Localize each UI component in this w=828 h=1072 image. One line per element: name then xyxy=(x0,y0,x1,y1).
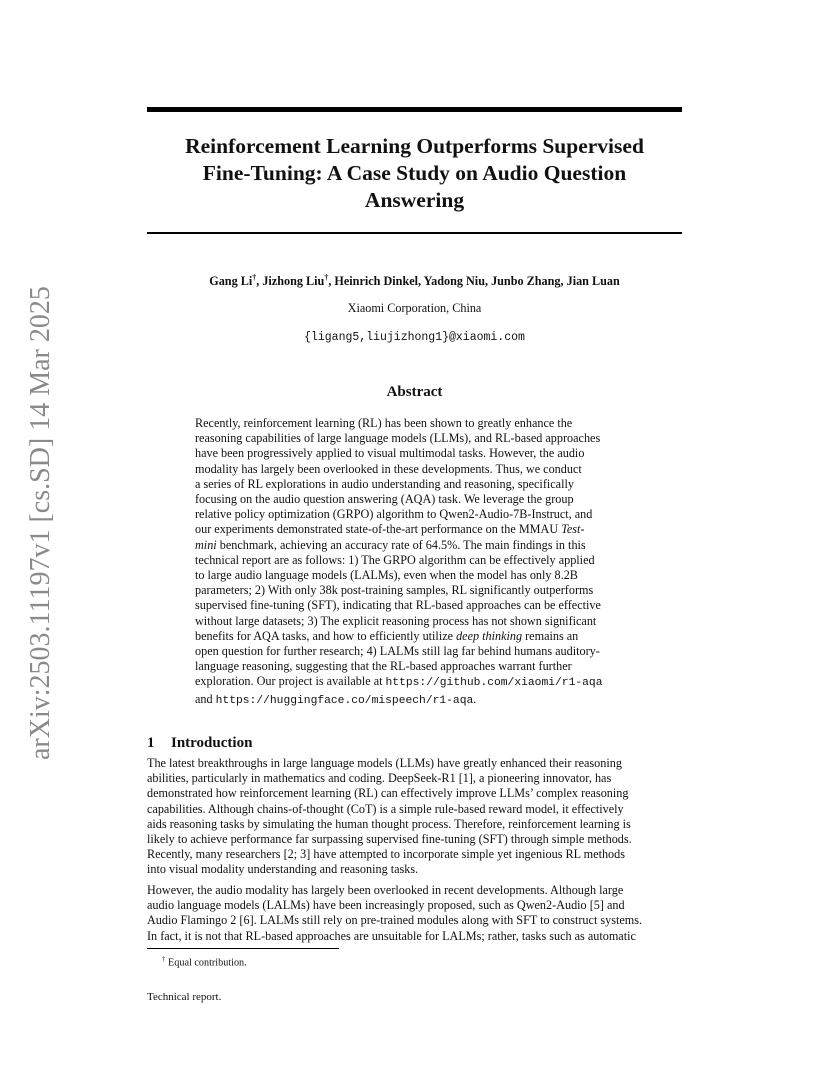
abstract-line: modality has largely been overlooked in these developments. Thus, we conduct xyxy=(195,461,582,476)
emphasis-text: Test- xyxy=(561,522,585,537)
footnote xyxy=(162,952,247,970)
abstract-text-run: our experiments demonstrated state-of-the-art performance on the MMAU xyxy=(195,522,562,537)
body-line: capabilities. Although chains-of-thought (CoT) is a simple rule-based reward model, it effectively xyxy=(147,801,624,816)
abstract-line: supervised fine-tuning (SFT), indicating that RL-based approaches can be effective xyxy=(195,598,601,613)
body-line: demonstrated how reinforcement learning (RL) can effectively improve LLMs’ complex reasoning xyxy=(147,786,629,801)
technical-report-note: Technical report. xyxy=(147,991,222,1003)
body-line: into visual modality understanding and reasoning tasks. xyxy=(147,862,419,877)
abstract-line xyxy=(195,629,635,644)
abstract-line xyxy=(195,674,635,691)
abstract-line: have been progressively applied to visual multimodal tasks. However, the audio xyxy=(195,446,585,461)
section-heading xyxy=(147,734,682,752)
author-list xyxy=(147,270,682,289)
emphasis-text: mini xyxy=(195,537,217,552)
abstract-line: parameters; 2) With only 38k post-training samples, RL significantly outperforms xyxy=(195,583,594,598)
abstract-text-run: . xyxy=(473,691,477,706)
title-bottom-rule xyxy=(147,232,682,234)
abstract-text-run: benefits for AQA tasks, and how to efficiently utilize xyxy=(195,628,457,643)
abstract-line: technical report are as follows: 1) The GRPO algorithm can be effectively applied xyxy=(195,552,595,567)
abstract-text-run: benchmark, achieving an accuracy rate of 64.5%. The main findings in this xyxy=(216,537,586,552)
body-line: aids reasoning tasks by simulating the human thought process. Therefore, reinforcement learning is xyxy=(147,816,631,831)
github-link[interactable]: https://github.com/xiaomi/r1-aqa xyxy=(385,677,603,690)
abstract-line: without large datasets; 3) The explicit reasoning process has not shown significant xyxy=(195,613,597,628)
paper-title xyxy=(147,133,682,214)
footnote-mark: † xyxy=(162,955,166,963)
abstract-heading: Abstract xyxy=(386,384,443,400)
body-line: audio language models (LALMs) have been increasingly proposed, such as Qwen2-Audio [5] and xyxy=(147,898,625,913)
author-names-rest: , Heinrich Dinkel, Yadong Niu, Junbo Zhang, Jian Luan xyxy=(328,274,620,289)
equal-contribution-mark: † xyxy=(324,273,329,282)
section-number: 1 xyxy=(147,735,155,752)
author-name: Jizhong Liu xyxy=(262,274,325,289)
emphasis-text: deep thinking xyxy=(456,628,523,643)
title-line: Reinforcement Learning Outperforms Supervised xyxy=(185,134,644,158)
abstract-line: Recently, reinforcement learning (RL) has been shown to greatly enhance the xyxy=(195,416,573,430)
abstract-line: focusing on the audio question answering (AQA) task. We leverage the group xyxy=(195,492,574,507)
abstract-line xyxy=(195,692,635,709)
abstract-text-run: exploration. Our project is available at xyxy=(195,674,386,689)
abstract-line: a series of RL explorations in audio understanding and reasoning, specifically xyxy=(195,476,574,491)
section-title: Introduction xyxy=(171,735,253,752)
author-separator: , xyxy=(256,274,263,289)
body-line: The latest breakthroughs in large language models (LLMs) have greatly enhanced their reasoning xyxy=(147,756,622,770)
title-top-rule xyxy=(147,107,682,112)
author-name: Gang Li xyxy=(209,274,253,289)
body-line: Recently, many researchers [2; 3] have attempted to incorporate simple yet ingenious RL methods xyxy=(147,847,625,862)
abstract-line xyxy=(195,538,635,553)
abstract-line: to large audio language models (LALMs), even when the model has only 8.2B xyxy=(195,568,578,583)
title-line: Answering xyxy=(364,188,465,212)
abstract-text-run: remains an xyxy=(522,628,579,643)
abstract-text-run: and xyxy=(195,691,216,706)
body-line: However, the audio modality has largely been overlooked in recent developments. Although large xyxy=(147,883,624,897)
footnote-rule xyxy=(147,948,339,949)
body-line: In fact, it is not that RL-based approaches are unsuitable for LALMs; rather, tasks such as automatic xyxy=(147,928,636,943)
affiliation: Xiaomi Corporation, China xyxy=(347,301,482,315)
abstract-line: relative policy optimization (GRPO) algorithm to Qwen2-Audio-7B-Instruct, and xyxy=(195,507,593,522)
intro-paragraph xyxy=(147,756,687,878)
body-line: abilities, particularly in mathematics and coding. DeepSeek-R1 [1], a pioneering innovator, has xyxy=(147,771,612,786)
intro-paragraph xyxy=(147,883,687,944)
arxiv-sidebar-stamp: arXiv:2503.11197v1 [cs.SD] 14 Mar 2025 xyxy=(25,286,56,760)
author-email: {ligang5,liujizhong1}@xiaomi.com xyxy=(304,331,525,344)
title-line: Fine-Tuning: A Case Study on Audio Question xyxy=(202,161,627,185)
abstract-line: reasoning capabilities of large language models (LLMs), and RL-based approaches xyxy=(195,431,601,446)
body-line: likely to achieve performance far surpassing supervised fine-tuning (SFT) through simple methods. xyxy=(147,832,632,847)
footnote-text: Equal contribution. xyxy=(165,957,247,969)
equal-contribution-mark: † xyxy=(252,273,257,282)
abstract-line xyxy=(195,522,635,537)
huggingface-link[interactable]: https://huggingface.co/mispeech/r1-aqa xyxy=(215,694,474,707)
body-line: Audio Flamingo 2 [6]. LALMs still rely on pre-trained modules along with SFT to construct systems. xyxy=(147,913,643,928)
abstract-line: open question for further research; 4) LALMs still lag far behind humans auditory- xyxy=(195,644,600,659)
abstract-text xyxy=(195,416,635,709)
abstract-line: language reasoning, suggesting that the RL-based approaches warrant further xyxy=(195,659,572,674)
